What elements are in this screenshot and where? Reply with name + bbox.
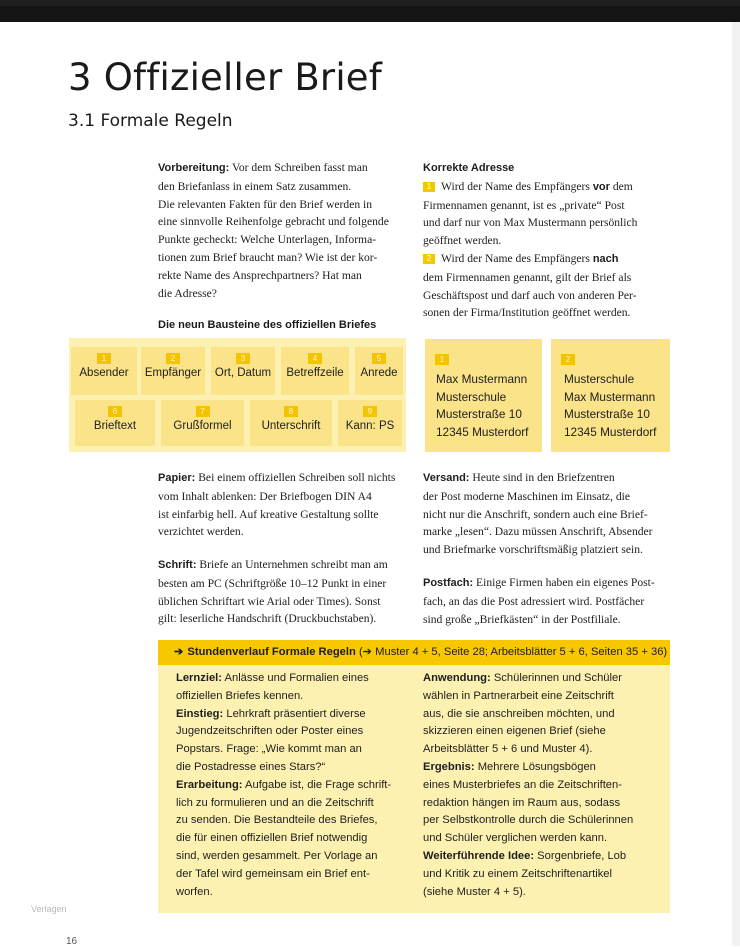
text-line: marke „lesen“. Dazu müssen Anschrift, Absender bbox=[423, 525, 653, 539]
einstieg-label: Einstieg: bbox=[176, 707, 224, 720]
stundenverlauf-left-column bbox=[176, 670, 412, 901]
text-line: die Postadresse eines Stars?“ bbox=[176, 760, 326, 773]
text-line: die Adresse? bbox=[158, 286, 217, 300]
address-line: 12345 Musterdorf bbox=[436, 424, 529, 439]
text-line: Bei einem offiziellen Schreiben soll nichts bbox=[195, 471, 396, 484]
baustein-label: Brieftext bbox=[93, 420, 137, 432]
emphasis-vor: vor bbox=[592, 180, 610, 193]
baustein-label: Absender bbox=[79, 367, 129, 379]
stundenverlauf-title: Stundenverlauf Formale Regeln bbox=[187, 646, 356, 658]
number-badge: 4 bbox=[308, 353, 322, 364]
papier-paragraph bbox=[158, 469, 408, 541]
text-line: die für einen offiziellen Brief notwendig bbox=[176, 832, 368, 845]
korrekte-adresse-title: Korrekte Adresse bbox=[423, 162, 515, 174]
text-line: rekte Name des Ansprechpartners? Hat man bbox=[158, 268, 362, 282]
bausteine-heading: Die neun Bausteine des offiziellen Briefes bbox=[158, 319, 377, 331]
baustein-ort-datum bbox=[211, 347, 275, 395]
top-bar bbox=[0, 0, 740, 22]
papier-label: Papier: bbox=[158, 472, 196, 484]
number-badge: 2 bbox=[166, 353, 180, 364]
ergebnis-label: Ergebnis: bbox=[423, 760, 475, 773]
text-line: skizzieren einen eigenen Brief (siehe bbox=[423, 725, 606, 738]
address-line: Musterstraße 10 bbox=[564, 407, 650, 422]
emphasis-nach: nach bbox=[592, 252, 619, 265]
section-title: 3.1 Formale Regeln bbox=[68, 111, 233, 131]
text-line: den Briefanlass in einem Satz zusammen. bbox=[158, 179, 352, 193]
text-line: Briefe an Unternehmen schreibt man am bbox=[196, 558, 388, 571]
text-line: Popstars. Frage: „Wie kommt man an bbox=[176, 743, 362, 756]
number-badge: 2 bbox=[561, 354, 575, 365]
text-line: geöffnet werden. bbox=[423, 234, 502, 248]
baustein-label: Kann: PS bbox=[345, 420, 395, 432]
text-line: Arbeitsblätter 5 + 6 und Muster 4). bbox=[423, 743, 593, 756]
baustein-empfaenger bbox=[141, 347, 205, 395]
text-line: Wird der Name des Empfängers bbox=[441, 251, 593, 265]
text-line: ist einfarbig hell. Auf kreative Gestaltung sollte bbox=[158, 507, 379, 521]
weiterfuehrende-idee-label: Weiterführende Idee: bbox=[423, 849, 535, 862]
text-line: und Briefmarke vorschriftsmäßig platziert sein. bbox=[423, 543, 643, 557]
top-bar-shadow bbox=[0, 6, 740, 22]
text-line: Aufgabe ist, die Frage schrift- bbox=[242, 778, 392, 791]
schrift-paragraph bbox=[158, 556, 410, 628]
text-line: Einige Firmen haben ein eigenes Post- bbox=[473, 576, 655, 589]
text-line: zu senden. Die Bestandteile des Briefes, bbox=[176, 814, 378, 827]
text-line: aus, die sie anschreiben möchten, und bbox=[423, 707, 615, 720]
vorbereitung-label: Vorbereitung: bbox=[158, 162, 230, 174]
versand-label: Versand: bbox=[423, 472, 470, 484]
text-line: Wird der Name des Empfängers bbox=[441, 179, 593, 193]
number-badge: 9 bbox=[363, 406, 377, 417]
text-line: Anlässe und Formalien eines bbox=[222, 672, 369, 684]
text-line: Firmennamen genannt, ist es „private“ Post bbox=[423, 198, 625, 212]
baustein-label: Empfänger bbox=[144, 367, 202, 379]
number-badge: 3 bbox=[236, 353, 250, 364]
address-example-business bbox=[551, 339, 670, 452]
text-line: vom Inhalt ablenken: Der Briefbogen DIN A4 bbox=[158, 489, 372, 503]
number-badge: 7 bbox=[196, 406, 210, 417]
address-line: Max Mustermann bbox=[564, 389, 656, 404]
text-line: Die relevanten Fakten für den Brief werden in bbox=[158, 197, 373, 211]
text-line: Jugendzeitschriften oder Poster eines bbox=[176, 725, 364, 738]
text-line: dem bbox=[609, 179, 633, 193]
text-line: der Post moderne Maschinen im Einsatz, die bbox=[423, 489, 631, 503]
lernziel-label: Lernziel: bbox=[176, 672, 223, 684]
arrow-right-icon: ➔ bbox=[174, 646, 184, 658]
text-line: der Tafel wird gemeinsam ein Brief ent- bbox=[176, 867, 370, 880]
address-line: Musterschule bbox=[436, 389, 507, 404]
text-line: Mehrere Lösungsbögen bbox=[474, 760, 596, 773]
number-badge: 1 bbox=[97, 353, 111, 364]
text-line: dem Firmennamen genannt, gilt der Brief als bbox=[423, 270, 632, 284]
number-badge: 1 bbox=[423, 182, 435, 192]
text-line: besten am PC (Schriftgröße 10–12 Punkt in einer bbox=[158, 576, 387, 590]
text-line: redaktion hängen im Raum aus, sodass bbox=[423, 796, 621, 809]
text-line: wählen in Partnerarbeit eine Zeitschrift bbox=[423, 689, 614, 702]
number-badge: 6 bbox=[108, 406, 122, 417]
postfach-label: Postfach: bbox=[423, 577, 474, 589]
baustein-label: Ort, Datum bbox=[214, 367, 272, 379]
baustein-absender bbox=[71, 347, 137, 395]
text-line: Lehrkraft präsentiert diverse bbox=[223, 707, 366, 720]
baustein-ps bbox=[338, 400, 402, 446]
baustein-label: Unterschrift bbox=[261, 420, 321, 432]
number-badge: 1 bbox=[435, 354, 449, 365]
text-line: Heute sind in den Briefzentren bbox=[469, 471, 615, 484]
baustein-brieftext bbox=[75, 400, 155, 446]
address-line: Max Mustermann bbox=[436, 372, 528, 386]
stundenverlauf-header bbox=[158, 640, 670, 665]
text-line: Schülerinnen und Schüler bbox=[490, 672, 622, 684]
korrekte-adresse-section bbox=[423, 159, 673, 322]
address-example-private bbox=[425, 339, 542, 452]
vorbereitung-paragraph bbox=[158, 159, 398, 302]
text-line: lich zu formulieren und an die Zeitschrift bbox=[176, 796, 374, 809]
text-line: üblichen Schriftart wie Arial oder Times). Sonst bbox=[158, 594, 381, 608]
text-line: worfen. bbox=[176, 885, 213, 898]
stundenverlauf-references: (➔ Muster 4 + 5, Seite 28; Arbeitsblätter 5 + 6, Seiten 35 + 36) bbox=[355, 646, 668, 658]
text-line: gilt: leserliche Handschrift (Druckbuchstaben). bbox=[158, 612, 377, 626]
text-line: sind, werden gesammelt. Per Vorlage an bbox=[176, 849, 378, 862]
text-line: eine sinnvolle Reihenfolge gebracht und folgende bbox=[158, 215, 389, 229]
number-badge: 2 bbox=[423, 254, 435, 264]
page-number: 16 bbox=[66, 936, 78, 947]
baustein-betreffzeile bbox=[281, 347, 349, 395]
schrift-label: Schrift: bbox=[158, 559, 197, 571]
baustein-grussformel bbox=[161, 400, 244, 446]
text-line: tionen zum Brief braucht man? Wie ist der kor- bbox=[158, 250, 378, 264]
text-line: fach, an das die Post adressiert wird. Postfächer bbox=[423, 594, 645, 608]
address-line: 12345 Musterdorf bbox=[564, 424, 657, 439]
text-line: offiziellen Briefes kennen. bbox=[176, 689, 304, 702]
text-line: und Schüler verglichen werden kann. bbox=[423, 832, 608, 845]
text-line: (siehe Muster 4 + 5). bbox=[423, 885, 526, 898]
number-badge: 5 bbox=[372, 353, 386, 364]
text-line: Sorgenbriefe, Lob bbox=[534, 849, 627, 862]
text-line: verzichtet werden. bbox=[158, 525, 244, 539]
address-line: Musterstraße 10 bbox=[436, 407, 522, 422]
baustein-label: Grußformel bbox=[173, 420, 232, 432]
text-line: per Selbstkontrolle durch die Schülerinnen bbox=[423, 814, 634, 827]
text-line: sind große „Briefkästen“ in der Postfiliale. bbox=[423, 612, 621, 626]
text-line: Geschäftspost und darf auch von anderen Per- bbox=[423, 288, 637, 302]
watermark: Verlagen bbox=[31, 904, 67, 914]
anwendung-label: Anwendung: bbox=[423, 672, 491, 684]
baustein-label: Betreffzeile bbox=[286, 367, 344, 379]
stundenverlauf-right-column bbox=[423, 670, 667, 901]
number-badge: 8 bbox=[284, 406, 298, 417]
postfach-paragraph bbox=[423, 574, 673, 628]
text-line: und Kritik zu einem Zeitschriftenartikel bbox=[423, 867, 613, 880]
erarbeitung-label: Erarbeitung: bbox=[176, 778, 243, 791]
text-line: sonen der Firma/Institution geöffnet werden. bbox=[423, 306, 631, 320]
versand-paragraph bbox=[423, 469, 673, 559]
text-line: und darf nur von Max Mustermann persönlich bbox=[423, 216, 638, 230]
text-line: nicht nur die Anschrift, sondern auch eine Brief- bbox=[423, 507, 648, 521]
baustein-anrede bbox=[355, 347, 403, 395]
address-line: Musterschule bbox=[564, 372, 635, 386]
chapter-title: 3 Offizieller Brief bbox=[68, 56, 382, 99]
text-line: Vor dem Schreiben fasst man bbox=[229, 161, 368, 174]
text-line: eines Musterbriefes an die Zeitschriften- bbox=[423, 778, 622, 791]
text-line: Punkte gecheckt: Welche Unterlagen, Informa- bbox=[158, 233, 377, 247]
baustein-label: Anrede bbox=[360, 367, 398, 379]
page-edge bbox=[732, 22, 740, 946]
baustein-unterschrift bbox=[250, 400, 332, 446]
